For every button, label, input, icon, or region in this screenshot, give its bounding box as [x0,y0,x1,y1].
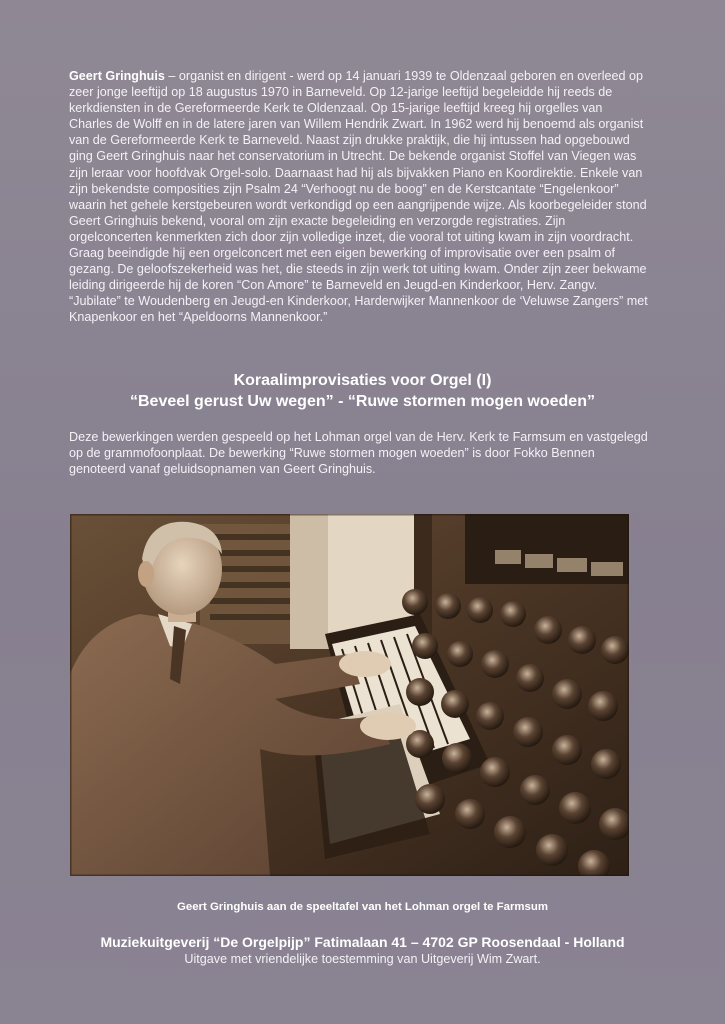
title-line-1: Koraalimprovisaties voor Orgel (I) [233,372,492,389]
recording-note: Deze bewerkingen werden gespeeld op het Lohman orgel van de Herv. Kerk te Farmsum en vastgelegd op de grammofoonplaat. De bewerking “Ruwe stormen mogen woeden” is door Fokko Bennen genoteerd vanaf geluidsopnamen van Geert Gringhuis. [69,430,648,477]
permission-line: Uitgave met vriendelijke toestemming van Uitgeverij Wim Zwart. [184,952,541,966]
photo-caption: Geert Gringhuis aan de speeltafel van het Lohman orgel te Farmsum [177,901,548,913]
publisher-line: Muziekuitgeverij “De Orgelpijp” Fatimalaan 41 – 4702 GP Roosendaal - Holland [100,934,625,950]
biography-paragraph [69,68,649,326]
organist-photo [70,514,629,876]
biography-text: – organist en dirigent - werd op 14 januari 1939 te Oldenzaal geboren en overleed op zeer jonge leeftijd op 18 augustus 1970 in Barneveld. Op 12-jarige leeftijd begeleidde hij reeds de kerkdiensten in de Gereformeerde Kerk te Oldenzaal. Op 15-jarige leeftijd kreeg hij orgelles van Charles de Wolff en in de latere jaren van Willem Hendrik Zwart. In 1962 werd hij benoemd als organist van de Gereformeerde Kerk te Barneveld. Naast zijn drukke praktijk, die hij intussen had opgebouwd ging Geert Gringhuis naar het conservatorium in Utrecht. De bekende organist Stoffel van Viegen was zijn leraar voor hoofdvak Orgel-solo. Daarnaast had hij als bijvakken Piano en Koordirektie. Enkele van zijn bekendste composities zijn Psalm 24 “Verhoogt nu de boog” en de Kerstcantate “Engelenkoor” waarin het gehele kerstgebeuren wordt verkondigd op een aangrijpende wijze. Als koorbegeleider stond Geert Gringhuis bekend, vooral om zijn exacte begeleiding en verzorgde registraties. Zijn orgelconcerten kenmerkten zich door zijn volledige inzet, die vooral tot uiting kwam in zijn voordracht. Graag beeindigde hij een orgelconcert met een eigen bewerking of improvisatie over een psalm of gezang. De geloofszekerheid was het, die steeds in zijn werk tot uiting kwam. Onder zijn zeer bekwame leiding dirigeerde hij de koren “Con Amore” te Barneveld en Jeugd-en Kinderkoor, Herv. Zangv. “Jubilate” te Woudenberg en Jeugd-en Kinderkoor, Harderwijker Mannenkoor de ‘Veluwse Zangers” met Knapenkoor en het “Apeldoorns Mannenkoor.” [69,69,648,325]
title-line-2: “Beveel gerust Uw wegen” - “Ruwe stormen mogen woeden” [130,393,595,410]
biography-name: Geert Gringhuis [69,69,165,83]
